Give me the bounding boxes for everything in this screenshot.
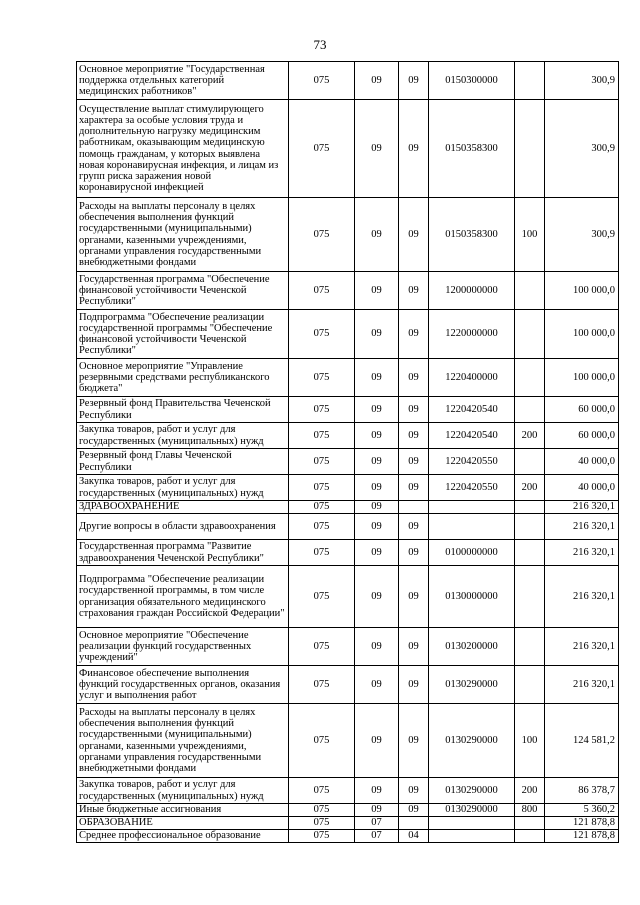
row-vr (515, 666, 545, 704)
row-csr: 0130290000 (429, 704, 515, 778)
row-rz: 09 (355, 359, 399, 397)
table-row (77, 397, 619, 423)
row-pr: 09 (399, 310, 429, 359)
table-row (77, 817, 619, 830)
row-amount: 60 000,0 (545, 423, 619, 449)
row-csr: 0130290000 (429, 804, 515, 817)
table-row (77, 475, 619, 501)
row-grbs: 075 (289, 501, 355, 514)
row-rz: 09 (355, 704, 399, 778)
table-row (77, 359, 619, 397)
row-amount: 121 878,8 (545, 817, 619, 830)
row-rz: 09 (355, 666, 399, 704)
row-name: Финансовое обеспечение выполнения функций государственных органов, оказания услуг и выполнения работ (77, 666, 289, 704)
row-amount: 216 320,1 (545, 501, 619, 514)
row-pr: 09 (399, 272, 429, 310)
row-vr (515, 514, 545, 540)
row-name: Закупка товаров, работ и услуг для государственных (муниципальных) нужд (77, 475, 289, 501)
row-name: Иные бюджетные ассигнования (77, 804, 289, 817)
row-rz: 09 (355, 397, 399, 423)
row-csr: 0100000000 (429, 540, 515, 566)
row-vr (515, 566, 545, 628)
row-rz: 09 (355, 514, 399, 540)
row-grbs: 075 (289, 804, 355, 817)
row-vr (515, 310, 545, 359)
row-pr: 09 (399, 514, 429, 540)
row-grbs: 075 (289, 566, 355, 628)
row-grbs: 075 (289, 100, 355, 198)
table-row (77, 804, 619, 817)
row-name: Государственная программа "Развитие здравоохранения Чеченской Республики" (77, 540, 289, 566)
page-number: 73 (313, 37, 327, 52)
table-row (77, 449, 619, 475)
table-row (77, 778, 619, 804)
row-vr (515, 830, 545, 843)
row-grbs: 075 (289, 628, 355, 666)
row-grbs: 075 (289, 449, 355, 475)
row-grbs: 075 (289, 540, 355, 566)
row-rz: 09 (355, 501, 399, 514)
row-grbs: 075 (289, 359, 355, 397)
row-vr: 800 (515, 804, 545, 817)
row-amount: 124 581,2 (545, 704, 619, 778)
row-name: Закупка товаров, работ и услуг для государственных (муниципальных) нужд (77, 778, 289, 804)
row-amount: 216 320,1 (545, 540, 619, 566)
row-vr: 100 (515, 704, 545, 778)
row-rz: 09 (355, 272, 399, 310)
row-grbs: 075 (289, 198, 355, 272)
row-amount: 300,9 (545, 62, 619, 100)
row-rz: 09 (355, 778, 399, 804)
row-csr: 1220420550 (429, 475, 515, 501)
row-name: ОБРАЗОВАНИЕ (77, 817, 289, 830)
row-rz: 09 (355, 628, 399, 666)
row-pr: 04 (399, 830, 429, 843)
row-vr (515, 397, 545, 423)
row-rz: 09 (355, 198, 399, 272)
row-pr: 09 (399, 198, 429, 272)
row-name: Резервный фонд Правительства Чеченской Республики (77, 397, 289, 423)
row-grbs: 075 (289, 62, 355, 100)
row-pr: 09 (399, 540, 429, 566)
row-name: Осуществление выплат стимулирующего характера за особые условия труда и дополнительную нагрузку медицинским работникам, оказывающим медицинскую помощь гражданам, у которых выявлена новая коронавирусная инфекция, и лицам из групп риска заражения новой коронавирусной инфекцией (77, 100, 289, 198)
row-name: Расходы на выплаты персоналу в целях обеспечения выполнения функций государственными (муниципальными) органами, казенными учреждениями, органами управления государственными внебюджетными фондами (77, 198, 289, 272)
row-csr: 0130000000 (429, 566, 515, 628)
row-amount: 216 320,1 (545, 566, 619, 628)
row-rz: 09 (355, 310, 399, 359)
row-amount: 121 878,8 (545, 830, 619, 843)
row-amount: 216 320,1 (545, 628, 619, 666)
row-vr: 200 (515, 423, 545, 449)
row-amount: 300,9 (545, 100, 619, 198)
row-name: Подпрограмма "Обеспечение реализации государственной программы "Обеспечение финансовой устойчивости Чеченской Республики" (77, 310, 289, 359)
row-name: Подпрограмма "Обеспечение реализации государственной программы, в том числе организация обязательного медицинского страхования граждан Российской Федерации" (77, 566, 289, 628)
row-csr: 0150300000 (429, 62, 515, 100)
row-pr: 09 (399, 359, 429, 397)
row-name: Другие вопросы в области здравоохранения (77, 514, 289, 540)
table-row (77, 198, 619, 272)
row-pr: 09 (399, 704, 429, 778)
table-row (77, 62, 619, 100)
row-vr (515, 272, 545, 310)
row-grbs: 075 (289, 514, 355, 540)
row-grbs: 075 (289, 817, 355, 830)
row-pr (399, 501, 429, 514)
row-vr (515, 817, 545, 830)
row-rz: 09 (355, 449, 399, 475)
row-name: Расходы на выплаты персоналу в целях обеспечения выполнения функций государственными (муниципальными) органами, казенными учреждениями, органами управления государственными внебюджетными фондами (77, 704, 289, 778)
row-rz: 09 (355, 804, 399, 817)
budget-table-body (77, 62, 619, 843)
table-row (77, 704, 619, 778)
table-row (77, 310, 619, 359)
row-pr: 09 (399, 449, 429, 475)
row-csr: 0150358300 (429, 100, 515, 198)
row-name: Закупка товаров, работ и услуг для государственных (муниципальных) нужд (77, 423, 289, 449)
row-amount: 216 320,1 (545, 666, 619, 704)
row-pr (399, 817, 429, 830)
row-grbs: 075 (289, 778, 355, 804)
row-csr: 1220420550 (429, 449, 515, 475)
table-row (77, 830, 619, 843)
row-name: Основное мероприятие "Государственная поддержка отдельных категорий медицинских работников" (77, 62, 289, 100)
row-name: Основное мероприятие "Управление резервными средствами республиканского бюджета" (77, 359, 289, 397)
row-vr: 200 (515, 778, 545, 804)
row-grbs: 075 (289, 830, 355, 843)
row-vr: 100 (515, 198, 545, 272)
row-pr: 09 (399, 423, 429, 449)
table-row (77, 514, 619, 540)
row-amount: 40 000,0 (545, 475, 619, 501)
row-name: Резервный фонд Главы Чеченской Республики (77, 449, 289, 475)
row-csr: 1200000000 (429, 272, 515, 310)
row-pr: 09 (399, 804, 429, 817)
row-pr: 09 (399, 628, 429, 666)
row-vr: 200 (515, 475, 545, 501)
row-name: Среднее профессиональное образование (77, 830, 289, 843)
row-rz: 09 (355, 475, 399, 501)
row-csr: 1220000000 (429, 310, 515, 359)
row-amount: 86 378,7 (545, 778, 619, 804)
row-rz: 07 (355, 830, 399, 843)
table-row (77, 628, 619, 666)
row-amount: 100 000,0 (545, 359, 619, 397)
row-grbs: 075 (289, 310, 355, 359)
row-csr: 1220420540 (429, 397, 515, 423)
row-vr (515, 540, 545, 566)
row-vr (515, 501, 545, 514)
table-row (77, 100, 619, 198)
row-csr (429, 830, 515, 843)
row-grbs: 075 (289, 475, 355, 501)
row-pr: 09 (399, 62, 429, 100)
row-csr: 0130290000 (429, 666, 515, 704)
row-pr: 09 (399, 666, 429, 704)
row-pr: 09 (399, 100, 429, 198)
row-amount: 216 320,1 (545, 514, 619, 540)
row-grbs: 075 (289, 397, 355, 423)
budget-table (76, 61, 619, 843)
row-grbs: 075 (289, 272, 355, 310)
table-row (77, 540, 619, 566)
row-pr: 09 (399, 397, 429, 423)
row-pr: 09 (399, 475, 429, 501)
row-csr (429, 817, 515, 830)
row-rz: 09 (355, 423, 399, 449)
row-amount: 100 000,0 (545, 272, 619, 310)
row-amount: 300,9 (545, 198, 619, 272)
row-csr: 0130200000 (429, 628, 515, 666)
row-rz: 07 (355, 817, 399, 830)
table-row (77, 272, 619, 310)
row-rz: 09 (355, 566, 399, 628)
table-row (77, 566, 619, 628)
row-grbs: 075 (289, 423, 355, 449)
row-amount: 40 000,0 (545, 449, 619, 475)
row-amount: 5 360,2 (545, 804, 619, 817)
row-csr: 1220400000 (429, 359, 515, 397)
row-grbs: 075 (289, 666, 355, 704)
row-csr: 0130290000 (429, 778, 515, 804)
row-csr (429, 501, 515, 514)
row-name: Основное мероприятие "Обеспечение реализации функций государственных учреждений" (77, 628, 289, 666)
row-rz: 09 (355, 540, 399, 566)
row-vr (515, 62, 545, 100)
table-row (77, 423, 619, 449)
row-csr: 0150358300 (429, 198, 515, 272)
row-amount: 100 000,0 (545, 310, 619, 359)
row-name: Государственная программа "Обеспечение финансовой устойчивости Чеченской Республики" (77, 272, 289, 310)
row-name: ЗДРАВООХРАНЕНИЕ (77, 501, 289, 514)
row-vr (515, 628, 545, 666)
row-amount: 60 000,0 (545, 397, 619, 423)
table-row (77, 666, 619, 704)
row-grbs: 075 (289, 704, 355, 778)
row-vr (515, 100, 545, 198)
row-csr (429, 514, 515, 540)
row-pr: 09 (399, 778, 429, 804)
row-rz: 09 (355, 100, 399, 198)
row-vr (515, 359, 545, 397)
row-csr: 1220420540 (429, 423, 515, 449)
table-row (77, 501, 619, 514)
row-vr (515, 449, 545, 475)
row-pr: 09 (399, 566, 429, 628)
row-rz: 09 (355, 62, 399, 100)
